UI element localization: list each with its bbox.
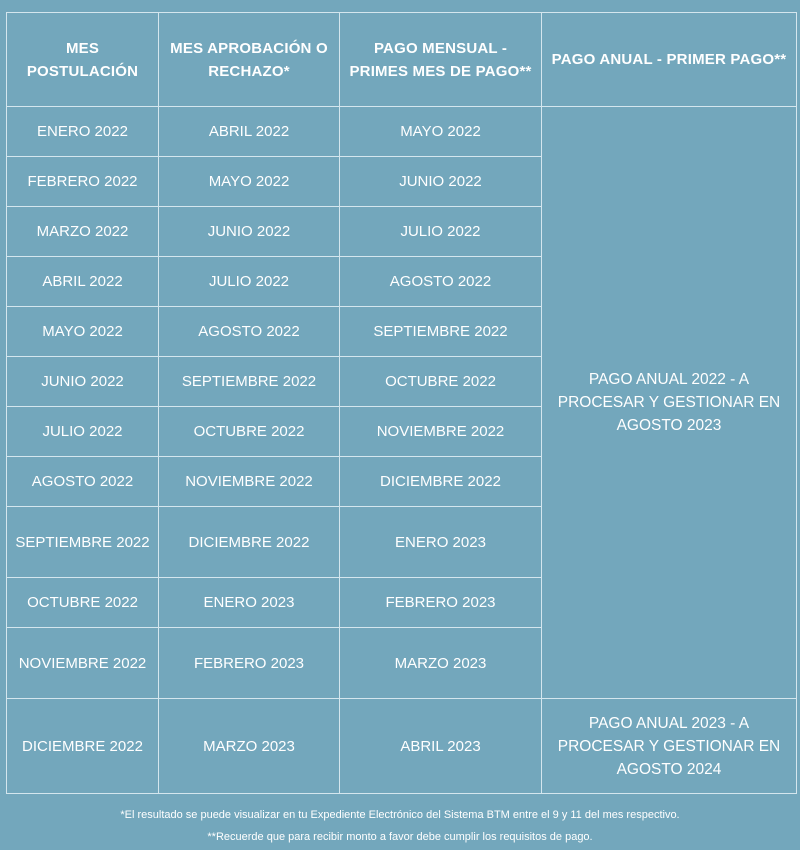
cell-postulacion: SEPTIEMBRE 2022 — [7, 507, 159, 578]
cell-postulacion: NOVIEMBRE 2022 — [7, 628, 159, 699]
cell-aprobacion: OCTUBRE 2022 — [159, 407, 340, 457]
cell-aprobacion: AGOSTO 2022 — [159, 307, 340, 357]
cell-postulacion: OCTUBRE 2022 — [7, 578, 159, 628]
cell-aprobacion: SEPTIEMBRE 2022 — [159, 357, 340, 407]
header-mes-aprobacion: MES APROBACIÓN O RECHAZO* — [159, 13, 340, 107]
cell-aprobacion: MAYO 2022 — [159, 157, 340, 207]
table-header-row — [7, 13, 797, 107]
cell-aprobacion: ENERO 2023 — [159, 578, 340, 628]
table-row — [7, 699, 797, 794]
cell-pago-mensual: JUNIO 2022 — [340, 157, 542, 207]
cell-pago-mensual: ABRIL 2023 — [340, 699, 542, 794]
cell-postulacion: ENERO 2022 — [7, 107, 159, 157]
header-mes-postulacion: MES POSTULACIÓN — [7, 13, 159, 107]
table-row — [7, 107, 797, 157]
cell-pago-mensual: MAYO 2022 — [340, 107, 542, 157]
cell-pago-mensual: FEBRERO 2023 — [340, 578, 542, 628]
payment-schedule-table — [6, 12, 797, 794]
cell-aprobacion: ABRIL 2022 — [159, 107, 340, 157]
footnote-requisitos: **Recuerde que para recibir monto a favor debe cumplir los requisitos de pago. — [207, 831, 593, 843]
header-pago-mensual: PAGO MENSUAL - PRIMES MES DE PAGO** — [340, 13, 542, 107]
cell-pago-anual-2023: PAGO ANUAL 2023 - A PROCESAR Y GESTIONAR EN AGOSTO 2024 — [542, 699, 797, 794]
cell-pago-mensual: MARZO 2023 — [340, 628, 542, 699]
cell-postulacion: DICIEMBRE 2022 — [7, 699, 159, 794]
cell-pago-mensual: JULIO 2022 — [340, 207, 542, 257]
cell-pago-mensual: OCTUBRE 2022 — [340, 357, 542, 407]
cell-postulacion: JUNIO 2022 — [7, 357, 159, 407]
cell-aprobacion: NOVIEMBRE 2022 — [159, 457, 340, 507]
cell-pago-mensual: SEPTIEMBRE 2022 — [340, 307, 542, 357]
cell-aprobacion: FEBRERO 2023 — [159, 628, 340, 699]
cell-pago-anual-2022: PAGO ANUAL 2022 - A PROCESAR Y GESTIONAR EN AGOSTO 2023 — [542, 107, 797, 699]
cell-postulacion: MAYO 2022 — [7, 307, 159, 357]
cell-pago-mensual: ENERO 2023 — [340, 507, 542, 578]
cell-pago-mensual: AGOSTO 2022 — [340, 257, 542, 307]
cell-postulacion: ABRIL 2022 — [7, 257, 159, 307]
cell-pago-mensual: DICIEMBRE 2022 — [340, 457, 542, 507]
header-pago-anual: PAGO ANUAL - PRIMER PAGO** — [542, 13, 797, 107]
cell-postulacion: JULIO 2022 — [7, 407, 159, 457]
cell-aprobacion: MARZO 2023 — [159, 699, 340, 794]
schedule-table-container — [6, 12, 796, 794]
cell-postulacion: FEBRERO 2022 — [7, 157, 159, 207]
cell-aprobacion: DICIEMBRE 2022 — [159, 507, 340, 578]
cell-aprobacion: JULIO 2022 — [159, 257, 340, 307]
footnotes — [0, 804, 800, 848]
cell-postulacion: AGOSTO 2022 — [7, 457, 159, 507]
cell-postulacion: MARZO 2022 — [7, 207, 159, 257]
cell-pago-mensual: NOVIEMBRE 2022 — [340, 407, 542, 457]
cell-aprobacion: JUNIO 2022 — [159, 207, 340, 257]
footnote-resultado: *El resultado se puede visualizar en tu Expediente Electrónico del Sistema BTM entre el 9 y 11 del mes respectivo. — [120, 809, 680, 821]
